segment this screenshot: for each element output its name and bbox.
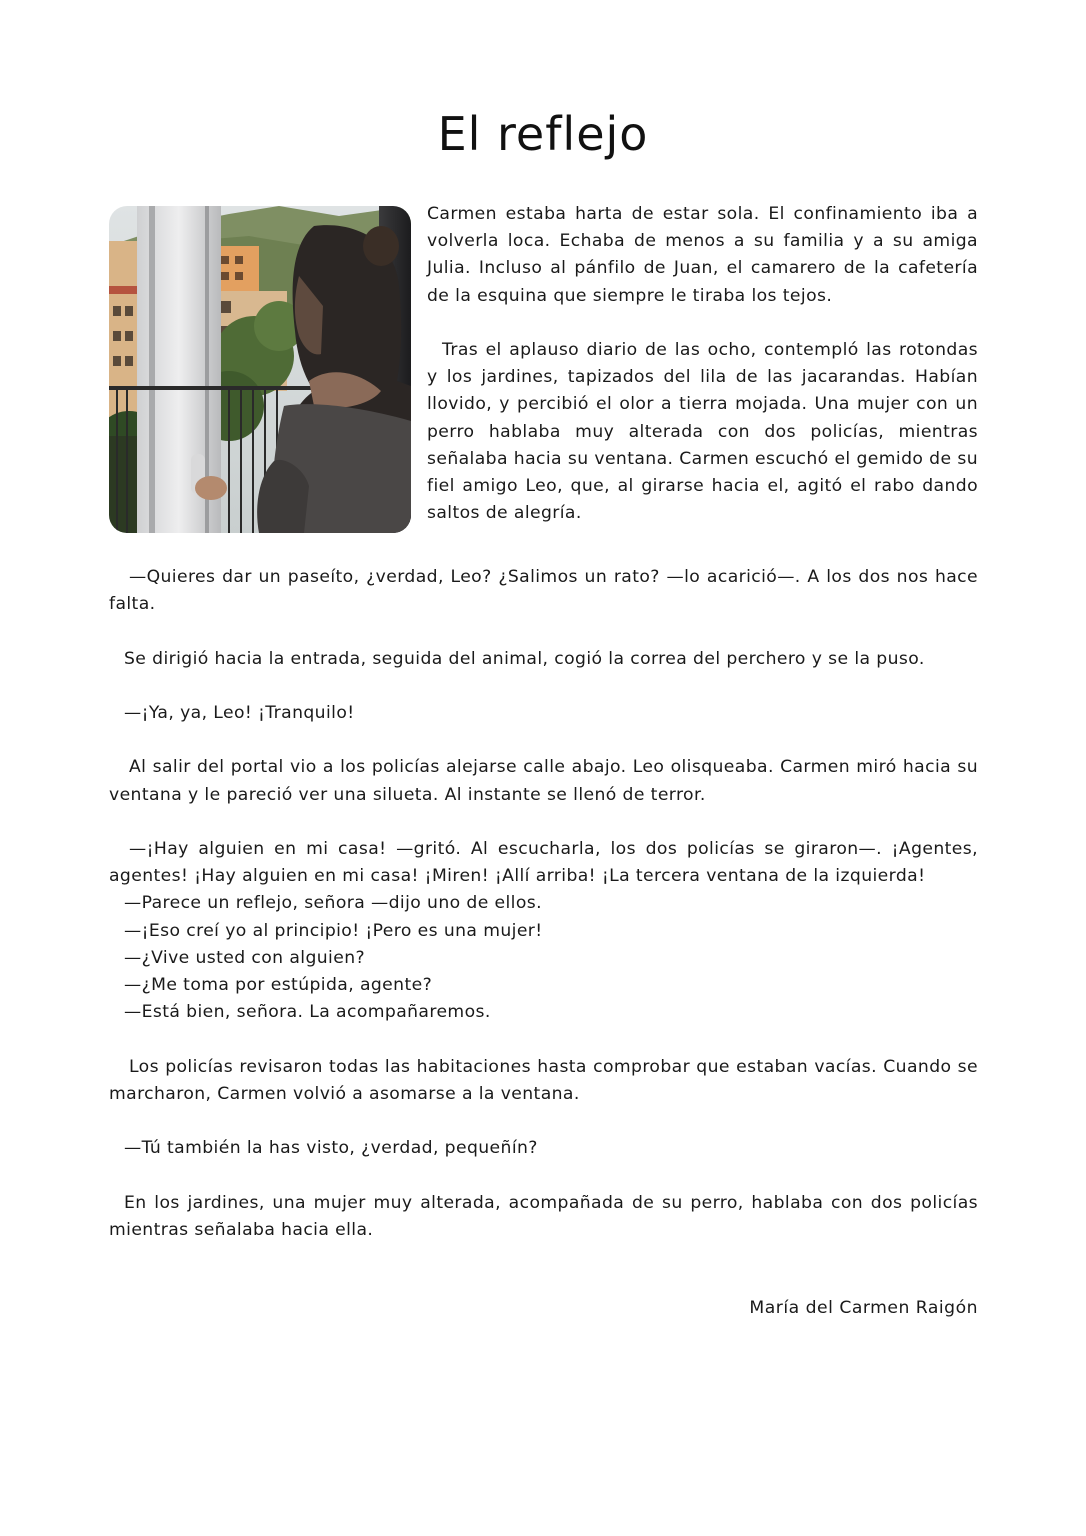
dialogue-line-1: —Parece un reflejo, señora —dijo uno de ellos. (124, 893, 542, 914)
intro-text (427, 201, 978, 527)
paragraph-8: En los jardines, una mujer muy alterada, acompañada de su perro, hablaba con dos policías mientras señalaba hacia ella. (109, 1192, 978, 1240)
dialogue-line-2: —¡Eso creí yo al principio! ¡Pero es una mujer! (124, 920, 543, 941)
paragraph-1: —Quieres dar un paseíto, ¿verdad, Leo? ¿Salimos un rato? —lo acarició—. A los dos nos hace falta. (109, 567, 978, 615)
story-body (109, 564, 978, 1244)
paragraph-5: —¡Hay alguien en mi casa! —gritó. Al escucharla, los dos policías se giraron—. ¡Agentes, agentes! ¡Hay alguien en mi casa! ¡Miren! ¡Allí arriba! ¡La tercera ventana de la izquierda! (109, 838, 978, 887)
intro-paragraph-2: Tras el aplauso diario de las ocho, contempló las rotondas y los jardines, tapizados del lila de las jacarandas. Habían llovido, y percibió el olor a tierra mojada. Una mujer con un perro hablaba muy alterada con dos policías, mientras señalaba hacia su ventana. Carmen escuchó el gemido de su fiel amigo Leo, que, al girarse hacia el, agitó el rabo dando saltos de alegría. (427, 340, 978, 524)
dialogue-line-5: —Está bien, señora. La acompañaremos. (124, 1002, 491, 1023)
paragraph-2: Se dirigió hacia la entrada, seguida del animal, cogió la correa del perchero y se la puso. (124, 648, 925, 669)
paragraph-4: Al salir del portal vio a los policías alejarse calle abajo. Leo olisqueaba. Carmen miró hacia su ventana y le pareció ver una silueta. Al instante se llenó de terror. (109, 757, 978, 805)
author-signature: María del Carmen Raigón (749, 1298, 978, 1318)
paragraph-6: Los policías revisaron todas las habitaciones hasta comprobar que estaban vacías. Cuando se marcharon, Carmen volvió a asomarse a la ventana. (109, 1056, 978, 1104)
photo-illustration (109, 206, 411, 533)
paragraph-3: —¡Ya, ya, Leo! ¡Tranquilo! (124, 702, 355, 723)
woman-at-window-photo (109, 206, 411, 533)
paragraph-7: —Tú también la has visto, ¿verdad, pequeñín? (124, 1138, 538, 1159)
intro-paragraph-1: Carmen estaba harta de estar sola. El confinamiento iba a volverla loca. Echaba de menos a su familia y a su amiga Julia. Incluso al pánfilo de Juan, el camarero de la cafetería de la esquina que siempre le tiraba los tejos. (427, 204, 978, 306)
dialogue-line-4: —¿Me toma por estúpida, agente? (124, 974, 433, 995)
dialogue-line-3: —¿Vive usted con alguien? (124, 947, 366, 968)
story-title: El reflejo (437, 107, 649, 161)
